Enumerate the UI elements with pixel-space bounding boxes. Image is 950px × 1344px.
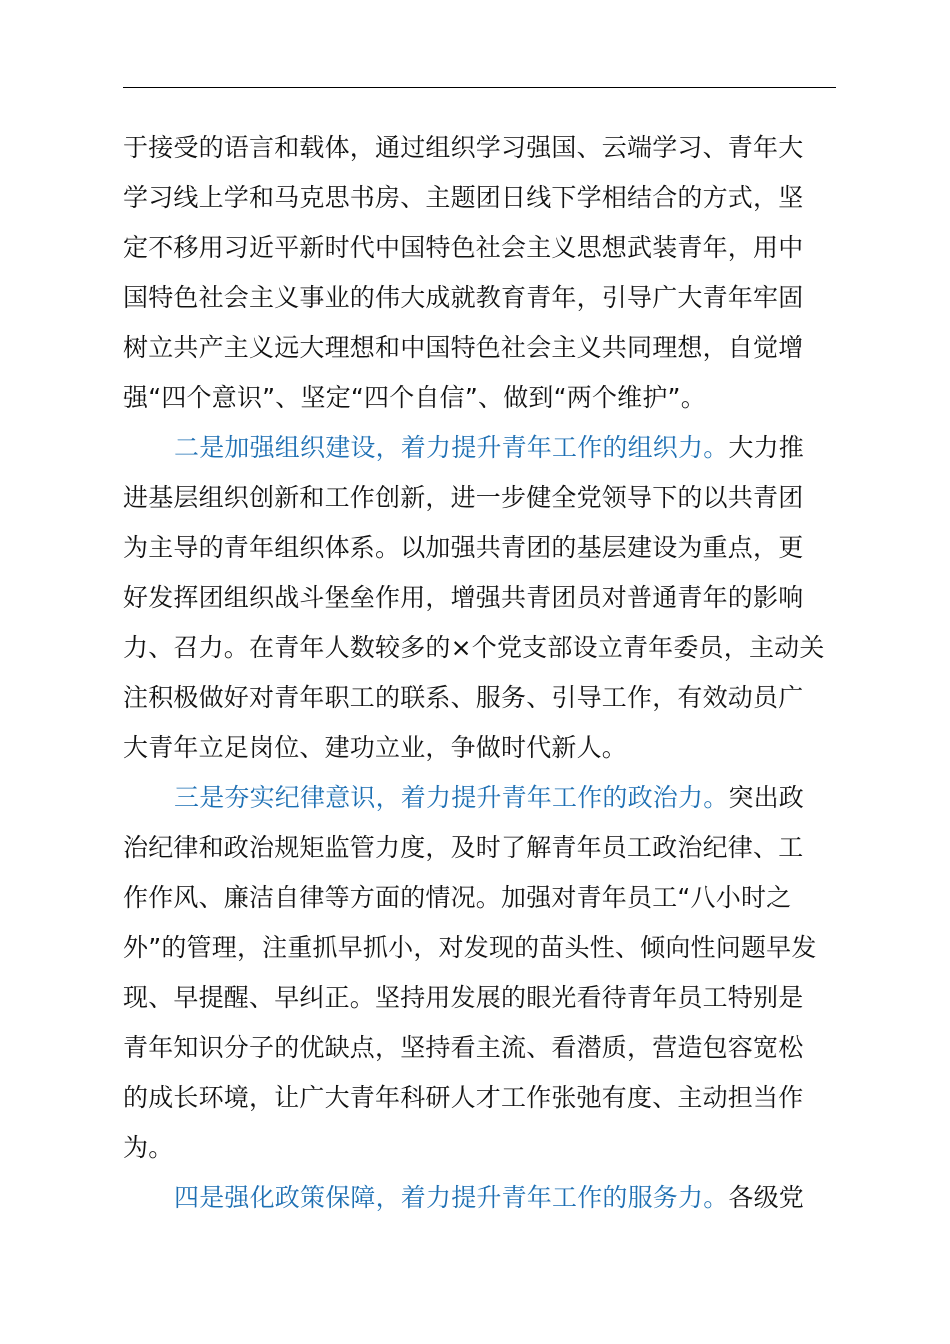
paragraph-line: 定不移用习近平新时代中国特色社会主义思想武装青年，用中 bbox=[123, 233, 804, 262]
header-rule bbox=[123, 87, 836, 88]
paragraph-line: 青年知识分子的优缺点，坚持看主流、看潜质，营造包容宽松 bbox=[123, 1033, 804, 1062]
paragraph-line: 树立共产主义远大理想和中国特色社会主义共同理想，自觉增 bbox=[123, 333, 804, 362]
paragraph-line: 现、早提醒、早纠正。坚持用发展的眼光看待青年员工特别是 bbox=[123, 983, 804, 1012]
paragraph-line: 于接受的语言和载体，通过组织学习强国、云端学习、青年大 bbox=[123, 133, 804, 162]
section-heading-line: 四是强化政策保障，着力提升青年工作的服务力。各级党 bbox=[174, 1183, 805, 1212]
section-heading-3: 三是夯实纪律意识，着力提升青年工作的政治力。 bbox=[174, 783, 729, 812]
paragraph-line: 为。 bbox=[123, 1133, 174, 1162]
section-heading-line: 二是加强组织建设，着力提升青年工作的组织力。大力推 bbox=[174, 433, 805, 462]
paragraph-line: 为主导的青年组织体系。以加强共青团的基层建设为重点，更 bbox=[123, 533, 804, 562]
paragraph-line: 大青年立足岗位、建功立业，争做时代新人。 bbox=[123, 733, 628, 762]
paragraph-line: 作作风、廉洁自律等方面的情况。加强对青年员工“八小时之 bbox=[123, 883, 792, 912]
paragraph-line: 外”的管理，注重抓早抓小，对发现的苗头性、倾向性问题早发 bbox=[123, 933, 817, 962]
section-heading-2: 二是加强组织建设，着力提升青年工作的组织力。 bbox=[174, 433, 729, 462]
paragraph-line: 强“四个意识”、坚定“四个自信”、做到“两个维护”。 bbox=[123, 383, 706, 412]
paragraph-line: 国特色社会主义事业的伟大成就教育青年，引导广大青年牢固 bbox=[123, 283, 804, 312]
paragraph-line: 进基层组织创新和工作创新，进一步健全党领导下的以共青团 bbox=[123, 483, 804, 512]
paragraph-line: 学习线上学和马克思书房、主题团日线下学相结合的方式，坚 bbox=[123, 183, 804, 212]
paragraph-line: 力、召力。在青年人数较多的×个党支部设立青年委员，主动关 bbox=[123, 633, 825, 662]
paragraph-line: 注积极做好对青年职工的联系、服务、引导工作，有效动员广 bbox=[123, 683, 804, 712]
paragraph-line: 好发挥团组织战斗堡垒作用，增强共青团员对普通青年的影响 bbox=[123, 583, 804, 612]
paragraph-line: 治纪律和政治规矩监管力度，及时了解青年员工政治纪律、工 bbox=[123, 833, 804, 862]
paragraph-line: 的成长环境，让广大青年科研人才工作张弛有度、主动担当作 bbox=[123, 1083, 804, 1112]
section-heading-4: 四是强化政策保障，着力提升青年工作的服务力。 bbox=[174, 1183, 729, 1212]
section-heading-line: 三是夯实纪律意识，着力提升青年工作的政治力。突出政 bbox=[174, 783, 805, 812]
